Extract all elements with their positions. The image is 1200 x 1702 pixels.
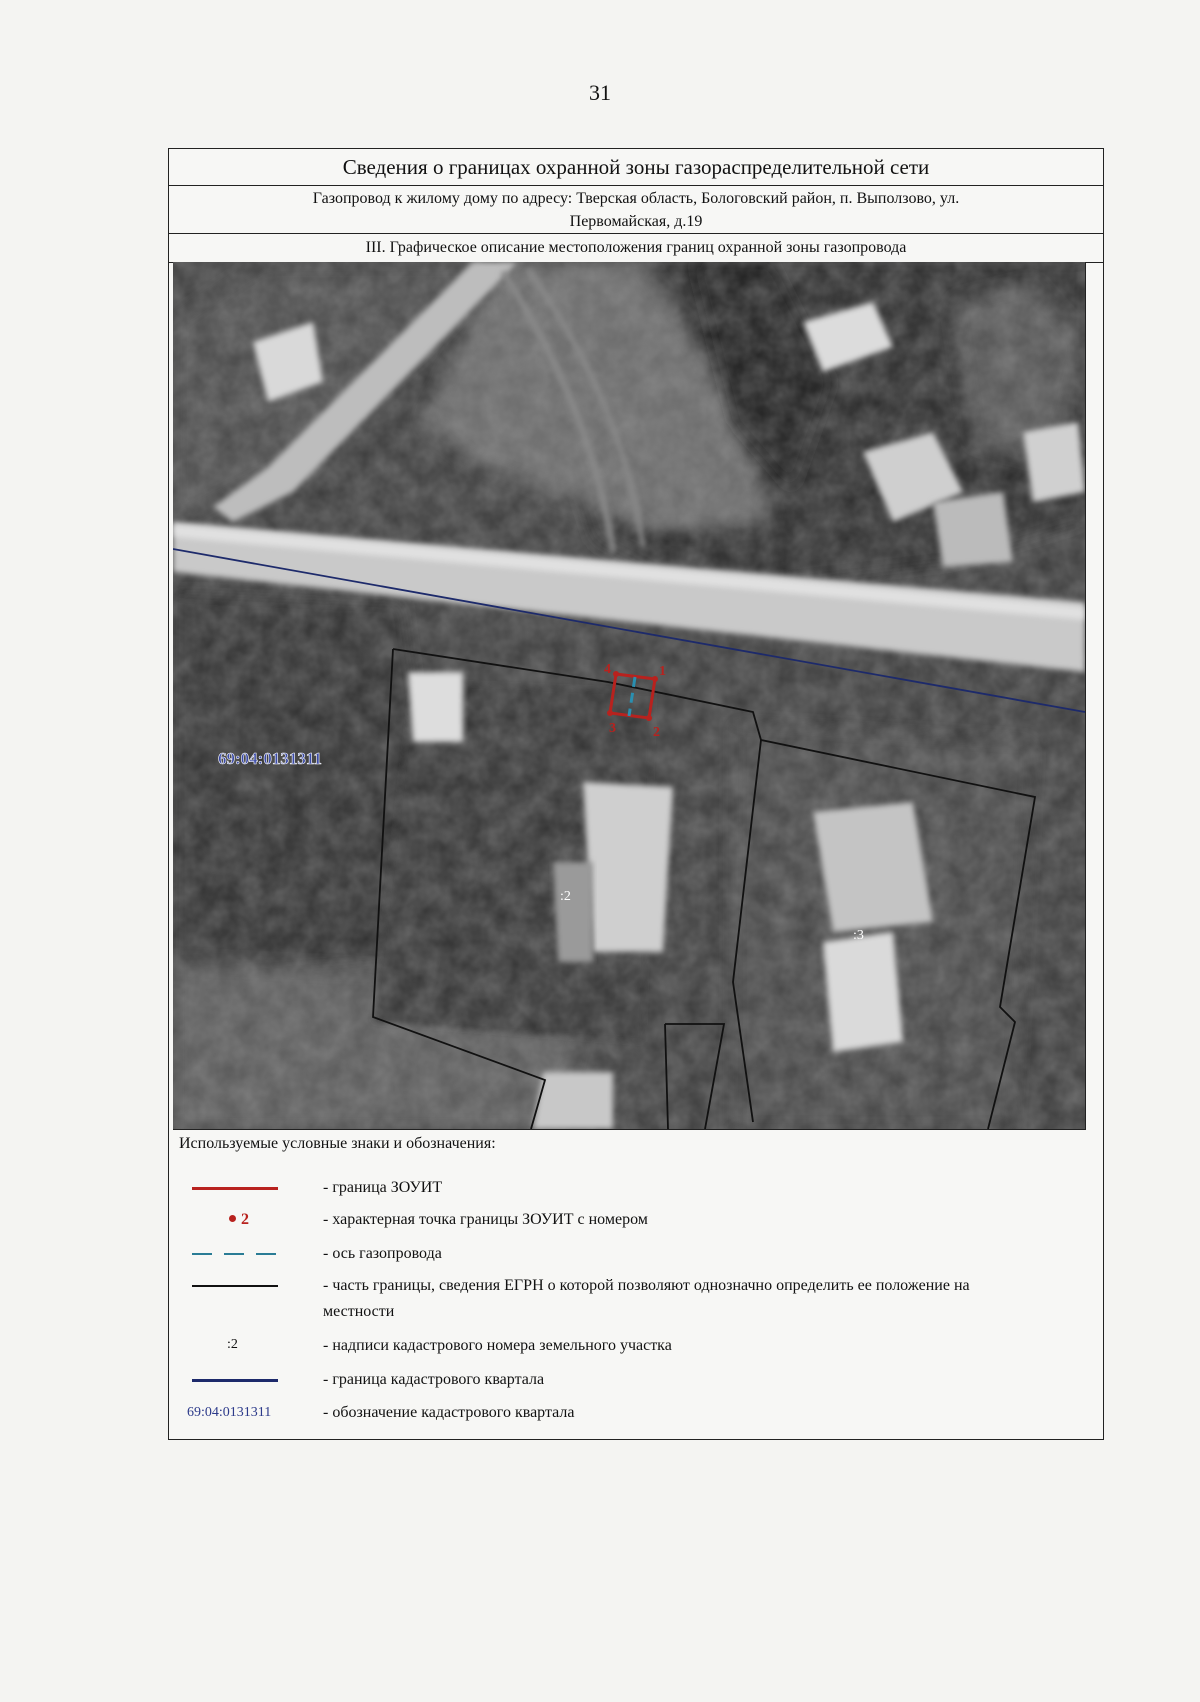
legend-symbol-red-point — [187, 1207, 287, 1233]
legend-point-number: 2 — [241, 1211, 249, 1228]
terrain-texture — [173, 262, 1085, 1129]
legend-symbol-dashed-line — [187, 1241, 287, 1267]
legend-item-text: - характерная точка границы ЗОУИТ с номером — [323, 1211, 648, 1228]
zone-point-4-marker — [613, 671, 619, 677]
legend-item-text: - обозначение кадастрового квартала — [323, 1404, 575, 1421]
zone-point-3-label: 3 — [609, 721, 616, 736]
legend-symbol-red-line — [187, 1175, 287, 1201]
cadastral-quarter-label: 69:04:0131311 — [218, 749, 322, 768]
zone-point-2-marker — [646, 715, 652, 721]
zone-point-4-label: 4 — [604, 662, 611, 677]
legend-symbol-quarter-label — [187, 1400, 287, 1426]
table-title: Сведения о границах охранной зоны газораспределительной сети — [169, 149, 1103, 186]
address-line-1: Газопровод к жилому дому по адресу: Тверская область, Бологовский район, п. Выползово, ул. — [312, 190, 960, 207]
zone-point-1-marker — [652, 676, 658, 682]
page-number: 31 — [589, 80, 611, 105]
zone-point-2-label: 2 — [653, 725, 660, 740]
legend-title: Используемые условные знаки и обозначения: — [179, 1135, 496, 1152]
zone-point-1-label: 1 — [659, 664, 666, 679]
legend-quarter-label-sample: 69:04:0131311 — [187, 1405, 272, 1420]
section-heading: III. Графическое описание местоположения границ охранной зоны газопровода — [169, 234, 1103, 263]
parcel-3-label: :3 — [853, 928, 864, 943]
legend-item-text: - граница ЗОУИТ — [323, 1179, 443, 1196]
legend-item-text: - ось газопровода — [323, 1245, 442, 1262]
legend-item-text: - граница кадастрового квартала — [323, 1371, 545, 1388]
legend-cadastral-number-sample: :2 — [227, 1337, 238, 1352]
parcel-2-label: :2 — [560, 889, 571, 904]
zone-point-3-marker — [607, 710, 613, 716]
aerial-map — [173, 262, 1086, 1130]
legend-item-text: - часть границы, сведения ЕГРН о которой позволяют однозначно определить ее положение на местности — [323, 1277, 970, 1320]
legend-symbol-cadastral-number — [187, 1333, 287, 1359]
legend-symbol-blue-line — [187, 1367, 287, 1393]
legend-symbol-black-line — [187, 1273, 287, 1299]
zone-info-table — [168, 148, 1104, 1440]
address-line-2: Первомайская, д.19 — [569, 213, 703, 230]
map-canvas — [173, 262, 1085, 1129]
legend-item-text: - надписи кадастрового номера земельного участка — [323, 1337, 672, 1354]
object-address — [169, 186, 1103, 234]
